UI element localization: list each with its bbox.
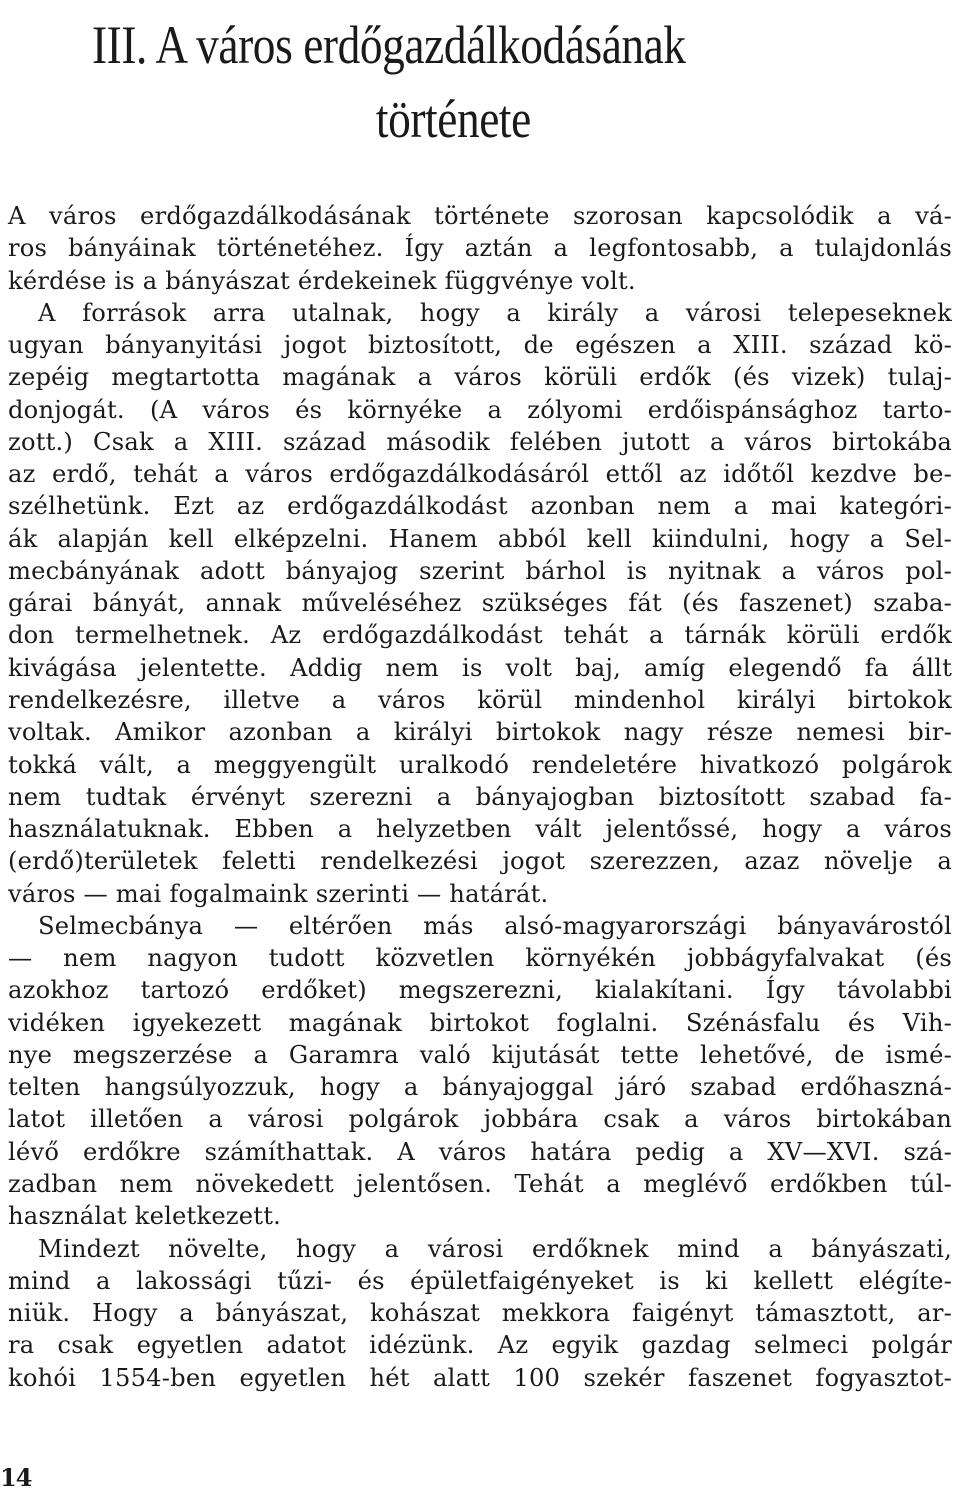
text-line: ák alapján kell elképzelni. Hanem abból kell kiindulni, hogy a Sel- [8, 524, 952, 553]
text-line: don termelhetnek. Az erdőgazdálkodást tehát a tárnák körüli erdők [8, 621, 952, 650]
body-text [8, 200, 952, 1394]
text-line: zott.) Csak a XIII. század második felében jutott a város birtokába [8, 427, 952, 456]
text-line: használat keletkezett. [8, 1202, 282, 1231]
text-line: kivágása jelentette. Addig nem is volt baj, amíg elegendő fa állt [8, 653, 952, 682]
text-line: (erdő)területek feletti rendelkezési jogot szerezzen, azaz növelje a [8, 847, 952, 876]
text-line: kérdése is a bányászat érdekeinek függvénye volt. [8, 266, 636, 295]
text-line: Selmecbánya — eltérően más alsó-magyarországi bányavárostól [38, 911, 952, 940]
text-line: nye megszerzése a Garamra való kijutását tette lehetővé, de ismé- [8, 1040, 952, 1069]
chapter-title-line-1: III. A város erdőgazdálkodásának [92, 15, 686, 75]
text-line: Mindezt növelte, hogy a városi erdőknek mind a bányászati, [38, 1234, 952, 1263]
text-line: gárai bányát, annak műveléséhez szükséges fát (és faszenet) szaba- [8, 589, 952, 618]
text-line: mecbányának adott bányajog szerint bárhol is nyitnak a város pol- [8, 556, 952, 585]
text-line: vidéken igyekezett magának birtokot foglalni. Szénásfalu és Vih- [8, 1008, 952, 1037]
text-line: A város erdőgazdálkodásának története szorosan kapcsolódik a vá- [8, 202, 952, 230]
text-line: ugyan bányanyitási jogot biztosított, de egészen a XIII. század kö- [8, 331, 952, 360]
text-line: szélhetünk. Ezt az erdőgazdálkodást azonban nem a mai kategóri- [8, 492, 952, 521]
text-line: ros bányáinak történetéhez. Így aztán a legfontosabb, a tulajdonlás [8, 234, 952, 263]
text-line: zepéig megtartotta magának a város körüli erdők (és vizek) tulaj- [8, 363, 952, 392]
text-line: latot illetően a városi polgárok jobbára csak a város birtokában [8, 1105, 952, 1134]
text-line: használatuknak. Ebben a helyzetben vált jelentőssé, hogy a város [8, 815, 952, 844]
text-line: — nem nagyon tudott közvetlen környékén jobbágyfalvakat (és [8, 944, 952, 973]
text-line: az erdő, tehát a város erdőgazdálkodásáról ettől az időtől kezdve be- [8, 460, 952, 489]
text-line: ra csak egyetlen adatot idézünk. Az egyik gazdag selmeci polgár [8, 1331, 952, 1360]
chapter-title [92, 8, 798, 156]
chapter-title-line-2: története [375, 89, 531, 149]
page-number: 14 [0, 1463, 32, 1492]
text-line: mind a lakossági tűzi- és épületfaigényeket is ki kellett elégíte- [8, 1266, 952, 1295]
text-line: tokká vált, a meggyengült uralkodó rendeletére hivatkozó polgárok [8, 750, 952, 779]
text-line: város — mai fogalmaink szerinti — határát. [8, 879, 549, 908]
text-line: donjogát. (A város és környéke a zólyomi erdőispánsághoz tarto- [8, 395, 952, 424]
text-line: voltak. Amikor azonban a királyi birtokok nagy része nemesi bir- [8, 718, 952, 747]
text-line: zadban nem növekedett jelentősen. Tehát a meglévő erdőkben túl- [8, 1169, 952, 1198]
text-line: kohói 1554-ben egyetlen hét alatt 100 szekér faszenet fogyasztot- [8, 1363, 952, 1392]
text-line: telten hangsúlyozzuk, hogy a bányajoggal járó szabad erdőhaszná- [8, 1073, 952, 1102]
text-line: azokhoz tartozó erdőket) megszerezni, kialakítani. Így távolabbi [8, 976, 952, 1005]
text-line: lévő erdőkre számíthattak. A város határa pedig a XV—XVI. szá- [8, 1137, 952, 1166]
text-line: niük. Hogy a bányászat, kohászat mekkora faigényt támasztott, ar- [8, 1299, 952, 1328]
text-line: A források arra utalnak, hogy a király a városi telepeseknek [38, 298, 952, 327]
text-line: nem tudtak érvényt szerezni a bányajogban biztosított szabad fa- [8, 782, 952, 811]
text-line: rendelkezésre, illetve a város körül mindenhol királyi birtokok [8, 685, 952, 714]
